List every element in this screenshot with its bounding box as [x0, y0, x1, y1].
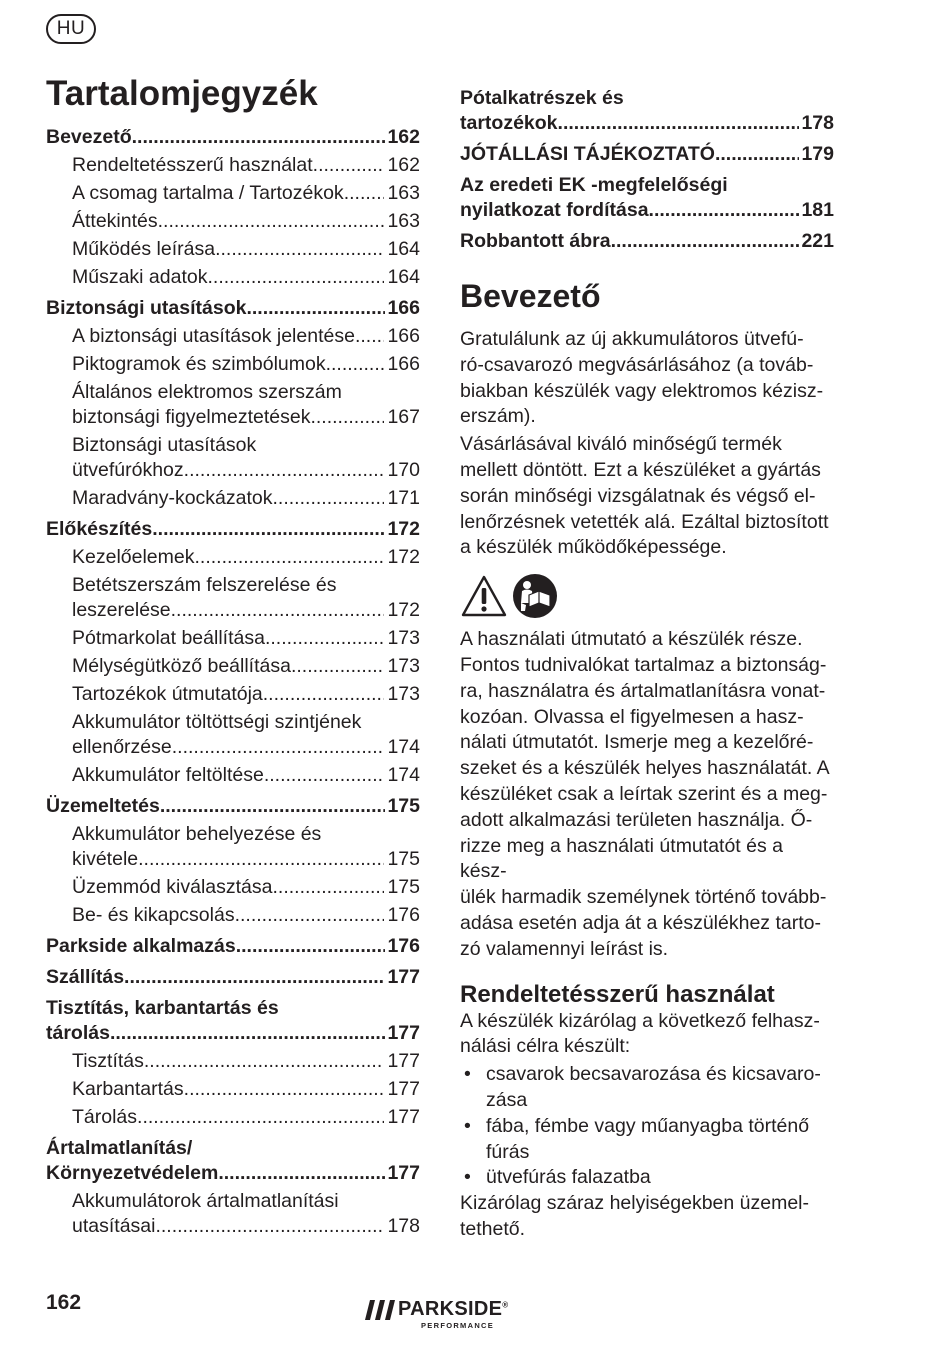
- toc-entry-row: [46, 296, 420, 321]
- toc-page-number: 176: [387, 935, 420, 957]
- toc-entry-title: Maradvány-kockázatok: [72, 487, 273, 509]
- toc-entry-row: [72, 181, 420, 206]
- toc-dot-leader: [611, 229, 800, 254]
- toc-dot-leader: [215, 237, 384, 262]
- toc-page-number: 164: [387, 238, 420, 260]
- toc-dot-leader: [715, 142, 800, 167]
- dry-room-paragraph: Kizárólag száraz helyiségekben üzemel- tethető.: [460, 1192, 810, 1240]
- toc-dot-leader: [160, 794, 386, 819]
- toc-entry-title: Piktogramok és szimbólumok: [72, 353, 326, 375]
- toc-entry-title: Rendeltetésszerű használat: [72, 154, 313, 176]
- toc-entry-row: [72, 545, 420, 570]
- toc-entry-title: Tárolás: [72, 1106, 138, 1128]
- toc-entry-row: [46, 1021, 420, 1046]
- toc-dot-leader: [313, 153, 385, 178]
- toc-entry-title-line: Akkumulátor töltöttségi szintjének: [72, 711, 362, 733]
- toc-entry-row: [460, 229, 834, 254]
- toc-main-entry: [46, 794, 420, 819]
- toc-sub-entry: [72, 380, 420, 430]
- brand-subline: PERFORMANCE: [421, 1321, 495, 1330]
- toc-main-entry: [460, 142, 834, 167]
- toc-entry-title-line: Tisztítás, karbantartás és: [46, 997, 279, 1019]
- toc-entry-title: Parkside alkalmazás: [46, 935, 236, 957]
- toc-main-entry: [46, 965, 420, 990]
- toc-right-list: [460, 86, 834, 254]
- toc-dot-leader: [218, 1161, 385, 1186]
- toc-entry-title-line: Pótalkatrészek és: [460, 87, 624, 109]
- intended-use-list: [460, 1062, 834, 1191]
- list-item: • ütvefúrás falazatba: [460, 1165, 834, 1191]
- list-item: • fába, fémbe vagy műanyagba történő fúrás: [460, 1114, 834, 1166]
- toc-dot-leader: [172, 735, 385, 760]
- toc-main-entry: [460, 173, 834, 223]
- read-manual-icon: [512, 573, 558, 619]
- toc-page-number: 175: [387, 848, 420, 870]
- toc-dot-leader: [132, 125, 386, 150]
- toc-entry-row: [72, 1214, 420, 1239]
- toc-entry-row: [72, 847, 420, 872]
- page-number: 162: [46, 1291, 82, 1314]
- toc-main-entry: [46, 125, 420, 150]
- toc-dot-leader: [344, 181, 385, 206]
- toc-entry-title: Biztonsági utasítások: [46, 297, 247, 319]
- toc-entry-row: [46, 934, 420, 959]
- parkside-logo: [365, 1297, 525, 1333]
- toc-sub-entry: [72, 486, 420, 511]
- toc-entry-row: [72, 324, 420, 349]
- toc-page-number: 172: [387, 518, 420, 540]
- toc-sub-entry: [72, 822, 420, 872]
- toc-sub-entry: [72, 1049, 420, 1074]
- toc-dot-leader: [138, 847, 384, 872]
- toc-page-number: 172: [387, 599, 420, 621]
- toc-sub-entry: [72, 626, 420, 651]
- toc-dot-leader: [158, 209, 385, 234]
- toc-sub-entry: [72, 682, 420, 707]
- toc-entry-row: [72, 1049, 420, 1074]
- toc-entry-row: [46, 1161, 420, 1186]
- toc-entry-title: Kezelőelemek: [72, 546, 195, 568]
- toc-page-number: 177: [387, 966, 420, 988]
- toc-dot-leader: [291, 654, 384, 679]
- toc-sub-entry: [72, 1077, 420, 1102]
- intended-use-title: Rendeltetésszerű használat: [460, 980, 775, 1008]
- toc-entry-title-line: Akkumulátor behelyezése és: [72, 823, 322, 845]
- toc-entry-row: [46, 965, 420, 990]
- toc-entry-row: [72, 153, 420, 178]
- intro-title: Bevezető: [460, 278, 601, 314]
- toc-entry-title: tartozékok: [460, 112, 558, 134]
- toc-page-number: 174: [387, 736, 420, 758]
- toc-main-entry: [460, 229, 834, 254]
- toc-entry-row: [72, 237, 420, 262]
- toc-entry-row: [72, 763, 420, 788]
- toc-entry-title: Tisztítás: [72, 1050, 144, 1072]
- toc-page-number: 164: [387, 266, 420, 288]
- toc-dot-leader: [124, 965, 385, 990]
- toc-sub-entry: [72, 903, 420, 928]
- toc-page-number: 179: [801, 143, 834, 165]
- toc-entry-title: nyilatkozat fordítása: [460, 199, 649, 221]
- toc-dot-leader: [326, 352, 385, 377]
- intro-paragraph: Gratulálunk az új akkumulátoros ütvefú- ró-csavarozó megvásárlásához (a továb- biakban készülék vagy elektromos kézisz- erszám).: [460, 328, 824, 428]
- toc-dot-leader: [246, 296, 385, 321]
- toc-entry-title: Előkészítés: [46, 518, 153, 540]
- toc-sub-entry: [72, 654, 420, 679]
- toc-entry-title: Bevezető: [46, 126, 132, 148]
- language-code: HU: [56, 18, 86, 39]
- toc-entry-title: JÓTÁLLÁSI TÁJÉKOZTATÓ: [460, 143, 715, 165]
- toc-sub-entry: [72, 265, 420, 290]
- toc-page-number: 174: [387, 764, 420, 786]
- toc-main-entry: [460, 86, 834, 136]
- toc-entry-row: [460, 111, 834, 136]
- toc-main-entry: [46, 517, 420, 542]
- toc-entry-row: [72, 458, 420, 483]
- toc-page-number: 177: [387, 1022, 420, 1044]
- toc-entry-row: [460, 198, 834, 223]
- language-badge: [46, 14, 96, 44]
- toc-page-number: 167: [387, 406, 420, 428]
- toc-sub-entry: [72, 324, 420, 349]
- toc-dot-leader: [155, 1214, 384, 1239]
- toc-page-number: 162: [387, 126, 420, 148]
- toc-dot-leader: [649, 198, 800, 223]
- intro-paragraph: Vásárlásával kiváló minőségű termék mellett döntött. Ezt a készüléket a gyártás során minőségi vizsgálatnak és végső el- lenőrzésnek vetették alá. Ezáltal biztosított a készülék működőképessége.: [460, 433, 829, 559]
- toc-page-number: 176: [387, 904, 420, 926]
- toc-entry-title: Műszaki adatok: [72, 266, 208, 288]
- toc-entry-title: Működés leírása: [72, 238, 216, 260]
- toc-dot-leader: [137, 1105, 384, 1130]
- toc-entry-row: [72, 352, 420, 377]
- toc-page-number: 173: [387, 683, 420, 705]
- toc-dot-leader: [236, 934, 386, 959]
- toc-dot-leader: [355, 324, 385, 349]
- toc-main-entry: [46, 296, 420, 321]
- safety-icons: [460, 573, 834, 619]
- toc-page-number: 166: [387, 297, 420, 319]
- toc-entry-title: Üzemmód kiválasztása: [72, 876, 273, 898]
- toc-entry-row: [72, 875, 420, 900]
- toc-dot-leader: [273, 486, 385, 511]
- toc-entry-row: [72, 598, 420, 623]
- toc-entry-title: Pótmarkolat beállítása: [72, 627, 265, 649]
- toc-dot-leader: [272, 875, 384, 900]
- toc-entry-title-line: Biztonsági utasítások: [72, 434, 257, 456]
- toc-entry-title: Robbantott ábra: [460, 230, 611, 252]
- toc-entry-row: [460, 142, 834, 167]
- toc-entry-title: tárolás: [46, 1022, 110, 1044]
- toc-page-number: 171: [387, 487, 420, 509]
- toc-entry-row: [46, 125, 420, 150]
- toc-dot-leader: [184, 1077, 385, 1102]
- toc-entry-row: [72, 654, 420, 679]
- toc-entry-title: Tartozékok útmutatója: [72, 683, 263, 705]
- toc-entry-title: Áttekintés: [72, 210, 158, 232]
- toc-entry-title-line: Akkumulátorok ártalmatlanítási: [72, 1190, 339, 1212]
- toc-page-number: 181: [801, 199, 834, 221]
- toc-page-number: 166: [387, 325, 420, 347]
- toc-entry-row: [46, 517, 420, 542]
- toc-dot-leader: [152, 517, 385, 542]
- toc-page-number: 172: [387, 546, 420, 568]
- toc-page-number: 163: [387, 210, 420, 232]
- toc-sub-entry: [72, 875, 420, 900]
- toc-dot-leader: [144, 1049, 385, 1074]
- toc-dot-leader: [265, 626, 385, 651]
- logo-stripes-icon: [365, 1300, 395, 1320]
- toc-entry-row: [72, 1077, 420, 1102]
- toc-entry-title: kivétele: [72, 848, 139, 870]
- toc-page-number: 177: [387, 1162, 420, 1184]
- toc-entry-title: A biztonsági utasítások jelentése: [72, 325, 355, 347]
- toc-entry-title: Karbantartás: [72, 1078, 184, 1100]
- toc-page-number: 163: [387, 182, 420, 204]
- right-column: [460, 80, 834, 1245]
- toc-page-number: 221: [801, 230, 834, 252]
- toc-sub-entry: [72, 710, 420, 760]
- manual-paragraph: A használati útmutató a készülék része. Fontos tudnivalókat tartalmaz a biztonság- ra, használatra és ártalmatlanításra vonat- kozóan. Olvassa el figyelmesen a hasz- nálati útmutatót. Ismerje meg a kezelőré- szeket és a készülék helyes használatát. A készüléket csak a leírtak szerint és a meg- adott alkalmazási területen használja. Ő- rizze meg a használati útmutatót és a kész- ülék harmadik személynek történő tovább- adása esetén adja át a készülékhez tarto- zó valamennyi leírást is.: [460, 628, 830, 960]
- toc-main-entry: [46, 934, 420, 959]
- toc-page-number: 178: [801, 112, 834, 134]
- toc-entry-title: ütvefúrókhoz: [72, 459, 184, 481]
- toc-dot-leader: [207, 265, 384, 290]
- toc-dot-leader: [558, 111, 800, 136]
- toc-sub-entry: [72, 352, 420, 377]
- toc-entry-title: A csomag tartalma / Tartozékok: [72, 182, 344, 204]
- toc-entry-title: Üzemeltetés: [46, 795, 160, 817]
- toc-sub-entry: [72, 209, 420, 234]
- toc-page-number: 177: [387, 1050, 420, 1072]
- toc-entry-row: [72, 1105, 420, 1130]
- toc-entry-title-line: Általános elektromos szerszám: [72, 381, 342, 403]
- toc-page-number: 162: [387, 154, 420, 176]
- toc-entry-title: leszerelése: [72, 599, 171, 621]
- intended-use-paragraph: A készülék kizárólag a következő felhasz- nálási célra készült:: [460, 1009, 820, 1058]
- toc-entry-title: Akkumulátor feltöltése: [72, 764, 264, 786]
- toc-page-number: 170: [387, 459, 420, 481]
- toc-page-number: 166: [387, 353, 420, 375]
- toc-page-number: 177: [387, 1078, 420, 1100]
- toc-page-number: 177: [387, 1106, 420, 1128]
- toc-dot-leader: [194, 545, 384, 570]
- toc-dot-leader: [263, 682, 385, 707]
- toc-entry-title-line: Az eredeti EK -megfelelőségi: [460, 174, 728, 196]
- toc-main-entry: [46, 996, 420, 1046]
- toc-dot-leader: [264, 763, 385, 788]
- toc-left-column: [46, 125, 420, 1239]
- toc-entry-title: Környezetvédelem: [46, 1162, 219, 1184]
- toc-dot-leader: [110, 1021, 386, 1046]
- toc-main-entry: [46, 1136, 420, 1186]
- toc-entry-title-line: Ártalmatlanítás/: [46, 1137, 193, 1159]
- toc-sub-entry: [72, 573, 420, 623]
- toc-sub-entry: [72, 763, 420, 788]
- toc-entry-title: biztonsági figyelmeztetések: [72, 406, 311, 428]
- toc-entry-row: [72, 903, 420, 928]
- toc-page-number: 173: [387, 655, 420, 677]
- toc-entry-title-line: Betétszerszám felszerelése és: [72, 574, 337, 596]
- toc-page-number: 175: [387, 795, 420, 817]
- toc-dot-leader: [171, 598, 385, 623]
- toc-entry-title: Mélységütköző beállítása: [72, 655, 291, 677]
- toc-entry-row: [72, 682, 420, 707]
- toc-entry-row: [72, 209, 420, 234]
- toc-entry-row: [72, 405, 420, 430]
- toc-dot-leader: [184, 458, 385, 483]
- toc-entry-row: [46, 794, 420, 819]
- toc-entry-title: Be- és kikapcsolás: [72, 904, 235, 926]
- toc-dot-leader: [235, 903, 385, 928]
- toc-dot-leader: [310, 405, 384, 430]
- warning-triangle-icon: [460, 574, 508, 618]
- toc-page-number: 175: [387, 876, 420, 898]
- toc-entry-row: [72, 486, 420, 511]
- toc-entry-row: [72, 265, 420, 290]
- toc-entry-row: [72, 735, 420, 760]
- toc-sub-entry: [72, 1189, 420, 1239]
- toc-page-number: 173: [387, 627, 420, 649]
- toc-entry-row: [72, 626, 420, 651]
- toc-sub-entry: [72, 181, 420, 206]
- list-item: • csavarok becsavarozása és kicsavaro- zása: [460, 1062, 834, 1114]
- toc-sub-entry: [72, 153, 420, 178]
- brand-name: PARKSIDE®: [398, 1298, 509, 1320]
- toc-entry-title: ellenőrzése: [72, 736, 172, 758]
- toc-title: Tartalomjegyzék: [46, 74, 318, 113]
- toc-entry-title: Szállítás: [46, 966, 125, 988]
- toc-sub-entry: [72, 433, 420, 483]
- toc-sub-entry: [72, 237, 420, 262]
- toc-entry-title: utasításai: [72, 1215, 156, 1237]
- toc-page-number: 178: [387, 1215, 420, 1237]
- toc-sub-entry: [72, 545, 420, 570]
- toc-sub-entry: [72, 1105, 420, 1130]
